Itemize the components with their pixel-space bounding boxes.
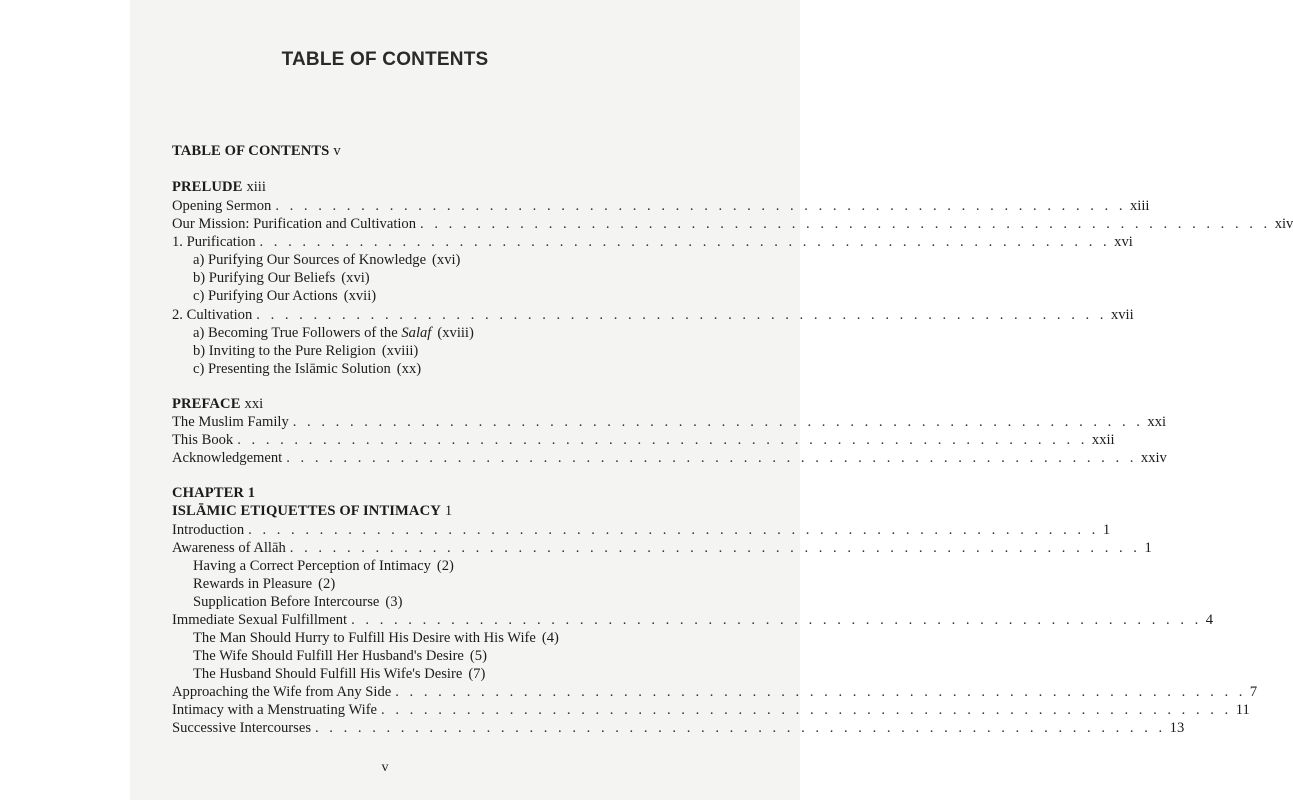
entry-page: xvi <box>1114 234 1133 250</box>
chapter-title: ISLĀMIC ETIQUETTES OF INTIMACY <box>172 503 441 519</box>
entry-label: Introduction <box>172 522 245 538</box>
toc-subentry <box>193 665 597 684</box>
dot-leader: . . . . . . . . . . . . . . . . . . . . . . . . . . . . . . . . . . . . . . . . . . . . . . . . . . . . . . . . . . . . <box>420 216 1271 232</box>
toc-subentry <box>193 269 597 288</box>
entry-page: (xvii) <box>343 288 377 304</box>
entry-page: 4 <box>1205 612 1214 628</box>
dot-leader: . . . . . . . . . . . . . . . . . . . . . . . . . . . . . . . . . . . . . . . . . . . . . . . . . . . . . . . . . . . . <box>275 198 1126 214</box>
entry-page: 1 <box>1102 522 1111 538</box>
entry-label: Acknowledgement <box>172 450 283 466</box>
entry-page: (2) <box>436 558 454 574</box>
entry-label: Intimacy with a Menstruating Wife <box>172 702 378 718</box>
entry-page: xxiv <box>1140 450 1167 466</box>
dot-leader: . . . . . . . . . . . . . . . . . . . . . . . . . . . . . . . . . . . . . . . . . . . . . . . . . . . . . . . . . . . . <box>315 720 1166 736</box>
entry-label: The Muslim Family <box>172 414 289 430</box>
entry-page: 1 <box>1144 540 1152 556</box>
toc-entry <box>172 197 1150 216</box>
entry-page: (3) <box>385 594 403 610</box>
toc-subentry <box>193 647 597 666</box>
section-title: PRELUDE <box>172 179 243 195</box>
entry-page: (xviii) <box>381 343 419 359</box>
entry-label: a) Purifying Our Sources of Knowledge <box>193 252 427 268</box>
entry-label-text: a) Becoming True Followers of the <box>193 325 402 341</box>
toc-entry <box>172 719 1185 738</box>
entry-page: (4) <box>541 630 559 646</box>
toc-subentry <box>193 360 597 379</box>
entry-page: xxii <box>1091 432 1115 448</box>
dot-leader: . . . . . . . . . . . . . . . . . . . . . . . . . . . . . . . . . . . . . . . . . . . . . . . . . . . . . . . . . . . . <box>248 522 1099 538</box>
toc-entry <box>172 431 1115 450</box>
chapter-heading <box>172 502 597 521</box>
entry-page: (xviii) <box>437 325 474 341</box>
entry-label: c) Purifying Our Actions <box>193 288 338 304</box>
entry-label-italic: Salaf <box>401 325 432 341</box>
entry-label: b) Purifying Our Beliefs <box>193 270 336 286</box>
toc-self-page: v <box>333 143 341 159</box>
dot-leader: . . . . . . . . . . . . . . . . . . . . . . . . . . . . . . . . . . . . . . . . . . . . . . . . . . . . . . . . . . . . <box>395 684 1246 700</box>
dot-leader: . . . . . . . . . . . . . . . . . . . . . . . . . . . . . . . . . . . . . . . . . . . . . . . . . . . . . . . . . . . . <box>237 432 1088 448</box>
toc-entry <box>172 521 1111 540</box>
toc-entry <box>172 306 1134 325</box>
toc-subentry <box>193 342 597 361</box>
entry-label: The Man Should Hurry to Fulfill His Desire with His Wife <box>193 630 536 646</box>
entry-label: The Husband Should Fulfill His Wife's Desire <box>193 666 463 682</box>
toc-subentry <box>193 324 597 343</box>
entry-label <box>193 324 431 343</box>
toc-entry <box>172 449 1167 468</box>
section-heading-prelude <box>172 178 597 197</box>
dot-leader: . . . . . . . . . . . . . . . . . . . . . . . . . . . . . . . . . . . . . . . . . . . . . . . . . . . . . . . . . . . . <box>256 307 1107 323</box>
entry-label: Opening Sermon <box>172 198 272 214</box>
entry-label: This Book <box>172 432 234 448</box>
entry-page: xiii <box>1129 198 1150 214</box>
toc-entry <box>172 215 1293 234</box>
toc-subentry <box>193 629 597 648</box>
dot-leader: . . . . . . . . . . . . . . . . . . . . . . . . . . . . . . . . . . . . . . . . . . . . . . . . . . . . . . . . . . . . <box>292 414 1144 430</box>
toc-entry <box>172 413 1167 432</box>
entry-label: Awareness of Allāh <box>172 540 286 556</box>
section-heading-preface <box>172 395 597 414</box>
toc-entry <box>172 701 1250 720</box>
entry-page: (7) <box>468 666 486 682</box>
entry-page: (5) <box>469 648 487 664</box>
chapter-number-text: CHAPTER 1 <box>172 485 256 501</box>
toc-entry <box>172 611 1214 630</box>
toc-subentry <box>193 287 597 306</box>
entry-label: Supplication Before Intercourse <box>193 594 380 610</box>
toc-subentry <box>193 575 597 594</box>
toc-subentry <box>193 593 597 612</box>
entry-label: 2. Cultivation <box>172 307 253 323</box>
chapter-page: 1 <box>444 503 453 519</box>
entry-label: 1. Purification <box>172 234 256 250</box>
toc-entry <box>172 233 1133 252</box>
entry-page: 13 <box>1169 720 1185 736</box>
chapter-number <box>172 484 597 503</box>
dot-leader: . . . . . . . . . . . . . . . . . . . . . . . . . . . . . . . . . . . . . . . . . . . . . . . . . . . . . . . . . . . . <box>381 702 1232 718</box>
entry-page: (xx) <box>396 361 422 377</box>
toc-self-entry <box>172 142 597 161</box>
toc-entry <box>172 683 1258 702</box>
dot-leader: . . . . . . . . . . . . . . . . . . . . . . . . . . . . . . . . . . . . . . . . . . . . . . . . . . . . . . . . . . . . <box>351 612 1202 628</box>
toc-subentry <box>193 251 597 270</box>
page-number-footer: v <box>381 760 389 775</box>
entry-label: b) Inviting to the Pure Religion <box>193 343 376 359</box>
entry-label: Rewards in Pleasure <box>193 576 313 592</box>
entry-page: xxi <box>1147 414 1167 430</box>
entry-label: Successive Intercourses <box>172 720 311 736</box>
toc-self-title: TABLE OF CONTENTS <box>172 143 330 159</box>
page-title: TABLE OF CONTENTS <box>281 49 489 70</box>
dot-leader: . . . . . . . . . . . . . . . . . . . . . . . . . . . . . . . . . . . . . . . . . . . . . . . . . . . . . . . . . . . . <box>286 450 1137 466</box>
entry-page: 11 <box>1235 702 1250 718</box>
entry-label: Having a Correct Perception of Intimacy <box>193 558 431 574</box>
entry-page: xvii <box>1110 307 1134 323</box>
dot-leader: . . . . . . . . . . . . . . . . . . . . . . . . . . . . . . . . . . . . . . . . . . . . . . . . . . . . . . . . . . . . <box>289 540 1141 556</box>
scan-margin <box>0 0 130 800</box>
section-title: PREFACE <box>172 396 241 412</box>
entry-label: Immediate Sexual Fulfillment <box>172 612 348 628</box>
entry-label: c) Presenting the Islāmic Solution <box>193 361 391 377</box>
entry-label: Approaching the Wife from Any Side <box>172 684 392 700</box>
entry-label: The Wife Should Fulfill Her Husband's Desire <box>193 648 464 664</box>
dot-leader: . . . . . . . . . . . . . . . . . . . . . . . . . . . . . . . . . . . . . . . . . . . . . . . . . . . . . . . . . . . . <box>259 234 1111 250</box>
section-page: xiii <box>246 179 266 195</box>
entry-page: (xvi) <box>432 252 461 268</box>
section-page: xxi <box>244 396 264 412</box>
entry-label: Our Mission: Purification and Cultivation <box>172 216 417 232</box>
entry-page: (xvi) <box>341 270 370 286</box>
entry-page: (2) <box>318 576 336 592</box>
toc-subentry <box>193 557 597 576</box>
toc-entry <box>172 539 1152 558</box>
entry-page: xiv <box>1274 216 1293 232</box>
entry-page: 7 <box>1249 684 1258 700</box>
